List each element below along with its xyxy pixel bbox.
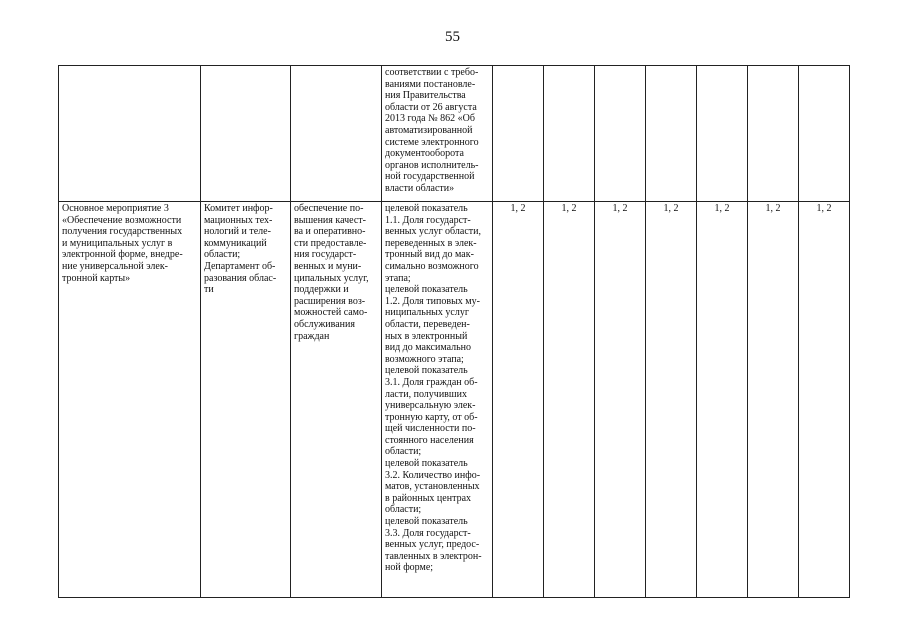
measure-text: Основное мероприятие 3 «Обеспечение возможности получения государственных и муниципальных услуг в электронной форме, внедре- ние универсальной элек- тронной карты» — [62, 203, 183, 284]
cell-year-empty — [493, 66, 544, 202]
cell-year-empty — [544, 66, 595, 202]
cell-year-empty — [748, 66, 799, 202]
cell-year-empty — [697, 66, 748, 202]
indicators-text: целевой показатель 1.1. Доля государст- венных услуг области, переведенных в элек- тронный вид до мак- симально возможного этапа; целевой показатель 1.2. Доля типовых му- ниципальных услуг области, переведен- ных в электронный вид до максимально возможного этапа; целевой показатель 3.1. Доля граждан об- ласти, получивших универсальную элек- тронную карту, от об- щей численности по- стоянного населения области; целевой показатель 3.2. Количество инфо- матов, установленных в районных центрах области; целевой показатель 3.3. Доля государст- венных услуг, предос- тавленных в электрон- ной форме; — [385, 203, 482, 574]
cell-measure-empty — [59, 66, 201, 202]
cell-year-value: 1, 2 — [697, 202, 748, 598]
cell-year-value: 1, 2 — [646, 202, 697, 598]
program-table — [58, 65, 850, 598]
cell-year-value: 1, 2 — [748, 202, 799, 598]
cell-year-value: 1, 2 — [799, 202, 850, 598]
table-row-main-measure — [59, 202, 850, 598]
cell-requirement — [382, 66, 493, 202]
cell-year-empty — [595, 66, 646, 202]
executor-text: Комитет инфор- мационных тех- нологий и теле- коммуникаций области; Департамент об- разования облас- ти — [204, 203, 277, 296]
cell-result — [291, 202, 382, 598]
page-number: 55 — [445, 29, 460, 45]
result-text: обеспечение по- вышения качест- ва и оперативно- сти предоставле- ния государст- венных и муни- ципальных услуг, поддержки и расширения воз- можностей само- обслуживания граждан — [294, 203, 369, 342]
requirement-text: соответствии с требо- ваниями постановле- ния Правительства области от 26 августа 2013 года № 862 «Об автоматизированной системе электронного документооборота органов исполнитель- ной государственной власти области» — [385, 67, 479, 194]
cell-year-value: 1, 2 — [595, 202, 646, 598]
cell-measure — [59, 202, 201, 598]
cell-year-value: 1, 2 — [544, 202, 595, 598]
cell-year-empty — [799, 66, 850, 202]
cell-executor — [201, 202, 291, 598]
cell-indicators — [382, 202, 493, 598]
cell-result-empty — [291, 66, 382, 202]
cell-year-value: 1, 2 — [493, 202, 544, 598]
cell-executor-empty — [201, 66, 291, 202]
table-row-continuation — [59, 66, 850, 202]
cell-year-empty — [646, 66, 697, 202]
